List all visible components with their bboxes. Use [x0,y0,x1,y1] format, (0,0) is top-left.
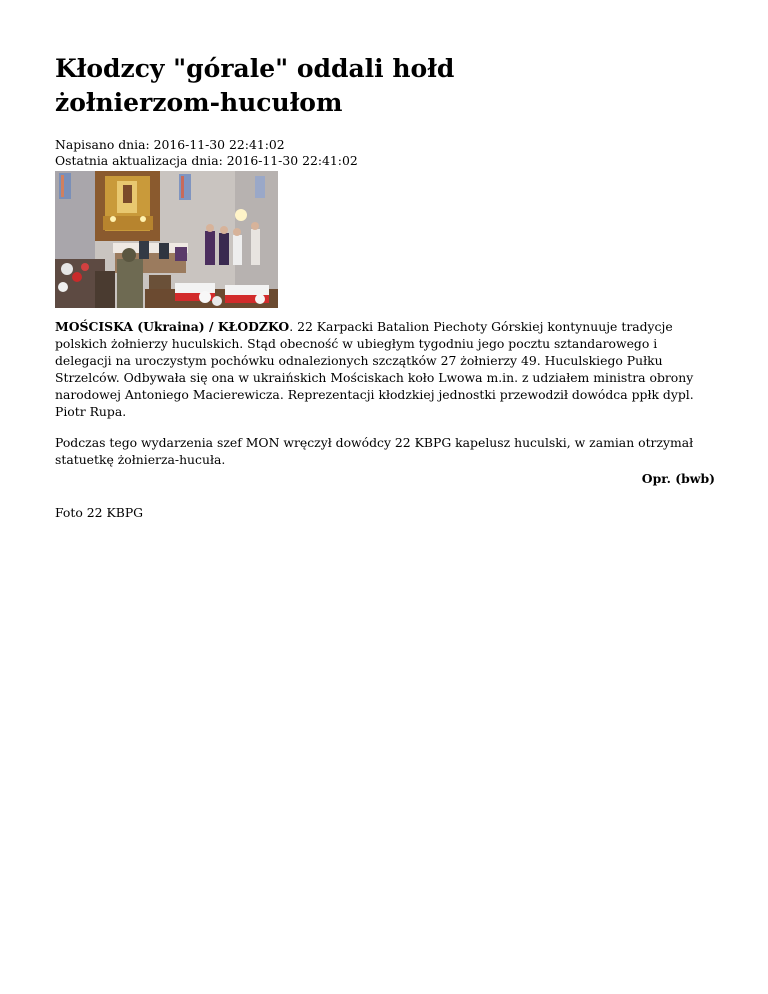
article-meta [55,137,715,169]
dateline: MOŚCISKA (Ukraina) / KŁODZKO [55,319,290,334]
updated-date: Ostatnia aktualizacja dnia: 2016-11-30 22:41:02 [55,153,358,168]
article [55,52,715,521]
body-paragraph: Podczas tego wydarzenia szef MON wręczył dowódcy 22 KBPG kapelusz huculski, w zamian otrzymał statuetkę żołnierza-hucuła. [55,435,694,467]
church-ceremony-photo [55,171,278,308]
lead-paragraph [55,318,715,420]
article-title: Kłodzcy "górale" oddali hołd żołnierzom-hucułom [55,54,455,117]
lead-text: . 22 Karpacki Batalion Piechoty Górskiej kontynuuje tradycje polskich żołnierzy huculskich. Stąd obecność w ubiegłym tygodniu jego pocztu sztandarowego i delegacji na uroczystym pochówku odnalezionych szczątków 27 żołnierzy 49. Huculskiego Pułku Strzelców. Odbywała się ona w ukraińskich Mościskach koło Lwowa m.in. z udziałem ministra obrony narodowej Antoniego Macierewicza. Reprezentacji kłodzkiej jednostki przewodził dowódca ppłk dypl. Piotr Rupa. [55,319,694,419]
author-signature: Opr. (bwb) [641,471,715,486]
written-date: Napisano dnia: 2016-11-30 22:41:02 [55,137,285,152]
photo-credit: Foto 22 KBPG [55,505,144,520]
